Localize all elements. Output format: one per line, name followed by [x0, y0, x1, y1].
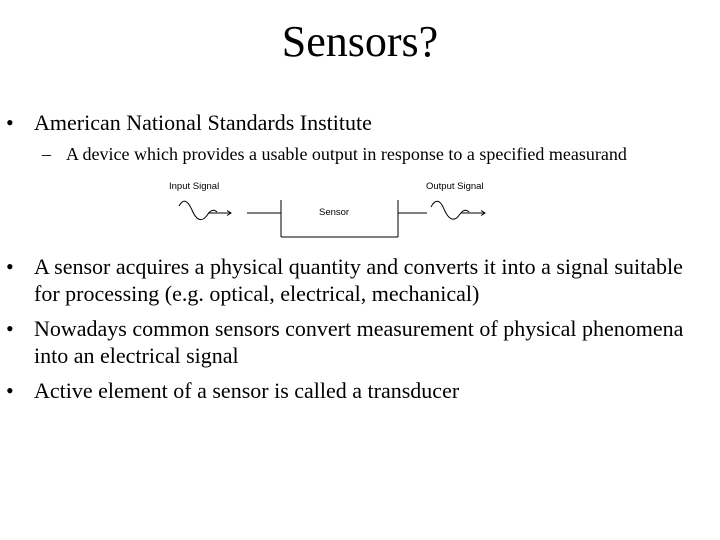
output-signal-label: Output Signal	[426, 181, 484, 192]
bullet-text: A sensor acquires a physical quantity and converts it into a signal suitable for processing (e.g. optical, electrical, mechanical)	[34, 254, 683, 306]
input-signal-label: Input Signal	[169, 181, 220, 192]
subbullet-text: A device which provides a usable output in response to a specified measurand	[66, 144, 627, 164]
bullet-transducer	[6, 377, 696, 404]
bullet-nowadays	[6, 315, 696, 369]
bullet-text: American National Standards Institute	[34, 110, 372, 135]
bullet-text: Nowadays common sensors convert measurement of physical phenomena into an electrical signal	[34, 316, 684, 368]
subbullet-marker: –	[42, 144, 51, 164]
bullet-text: Active element of a sensor is called a transducer	[34, 378, 460, 403]
bullet-ansi	[6, 109, 696, 136]
input-signal-wave-icon	[179, 201, 231, 219]
bullet-marker: •	[6, 316, 14, 341]
output-signal-wave-icon	[431, 201, 485, 219]
subbullet-definition	[42, 143, 712, 165]
slide-title: Sensors?	[281, 17, 439, 66]
bullet-marker: •	[6, 110, 14, 135]
sensor-diagram	[165, 176, 495, 242]
sensor-box-label: Sensor	[319, 207, 350, 218]
bullet-marker: •	[6, 254, 14, 279]
bullet-acquires	[6, 253, 696, 307]
bullet-marker: •	[6, 378, 14, 403]
